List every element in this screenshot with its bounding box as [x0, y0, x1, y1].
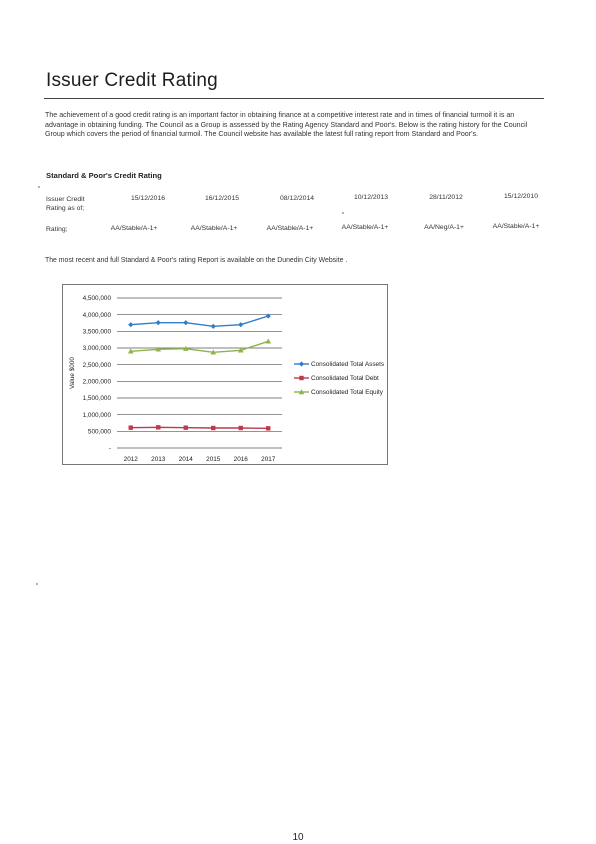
scan-speck — [342, 212, 344, 214]
y-tick-label: 3,500,000 — [82, 328, 111, 336]
rating-history-table — [0, 0, 596, 250]
data-point — [266, 426, 270, 430]
report-note: The most recent and full Standard & Poor's rating Report is available on the Dunedin City Website . — [45, 257, 348, 264]
series-line — [131, 316, 269, 326]
legend-label: Consolidated Total Equity — [311, 389, 383, 397]
rating-value: AA/Stable/A-1+ — [190, 225, 238, 232]
legend-marker — [299, 376, 303, 380]
page-number: 10 — [292, 832, 304, 843]
y-tick-label: 500,000 — [87, 428, 111, 436]
y-tick-label: 4,500,000 — [82, 295, 111, 303]
rating-value: AA/Stable/A-1+ — [492, 223, 540, 230]
series-line — [131, 341, 269, 352]
rating-date: 15/12/2010 — [503, 193, 539, 200]
y-tick-label: 1,000,000 — [82, 411, 111, 419]
x-tick-label: 2013 — [151, 456, 166, 463]
rating-value: AA/Stable/A-1+ — [266, 225, 314, 232]
data-point — [184, 425, 188, 429]
rating-date: 10/12/2013 — [353, 194, 389, 201]
section-heading: Standard & Poor's Credit Rating — [46, 171, 162, 180]
series-line — [131, 427, 269, 428]
data-point — [266, 313, 271, 318]
x-tick-label: 2015 — [206, 456, 221, 463]
x-tick-label: 2017 — [261, 456, 276, 463]
y-tick-label: 3,000,000 — [82, 345, 111, 353]
rating-date: 08/12/2014 — [279, 195, 315, 202]
rating-value: AA/Stable/A-1+ — [341, 224, 389, 231]
data-point — [183, 320, 188, 325]
y-tick-label: 2,500,000 — [82, 361, 111, 369]
rating-date: 15/12/2016 — [130, 195, 166, 202]
y-tick-label: 1,500,000 — [82, 395, 111, 403]
data-point — [156, 425, 160, 429]
legend-marker — [299, 361, 304, 366]
rating-value: AA/Neg/A-1+ — [424, 224, 464, 231]
rating-date: 28/11/2012 — [429, 194, 463, 201]
scan-speck — [38, 186, 40, 188]
intro-paragraph: The achievement of a good credit rating is an important factor in obtaining finance at a competitive interest rate and in times of financial turmoil it is an advantage in obtaining funding. The Council as a Group is assessed by the Rating Agency Standard and Poor's. Below is the rating history for the Council Group which covers the period of financial turmoil. The Council website has available the latest full rating report from Standard and Poor's. — [45, 111, 528, 139]
data-point — [239, 426, 243, 430]
y-tick-label: 2,000,000 — [82, 378, 111, 386]
scan-speck — [36, 583, 38, 585]
financial-position-chart — [62, 284, 388, 465]
legend-label: Consolidated Total Debt — [311, 375, 379, 383]
data-point — [129, 425, 133, 429]
data-point — [211, 324, 216, 329]
rating-date: 16/12/2015 — [204, 195, 240, 202]
y-axis-label: Value $000 — [69, 357, 76, 389]
y-tick-label: 4,000,000 — [82, 311, 111, 319]
y-tick-label: - — [108, 445, 111, 453]
data-point — [156, 320, 161, 325]
data-point — [238, 322, 243, 327]
x-tick-label: 2014 — [178, 456, 193, 463]
page-title: Issuer Credit Rating — [46, 70, 218, 91]
row-label-rating: Rating; — [46, 226, 68, 233]
chart-svg — [63, 285, 389, 466]
data-point — [128, 322, 133, 327]
legend-label: Consolidated Total Assets — [311, 361, 385, 369]
data-point — [265, 339, 271, 344]
rating-value: AA/Stable/A-1+ — [110, 225, 158, 232]
row-label-rating-date: Issuer Credit Rating as of; — [46, 196, 85, 212]
x-tick-label: 2012 — [123, 456, 138, 463]
x-tick-label: 2016 — [233, 456, 248, 463]
data-point — [211, 426, 215, 430]
